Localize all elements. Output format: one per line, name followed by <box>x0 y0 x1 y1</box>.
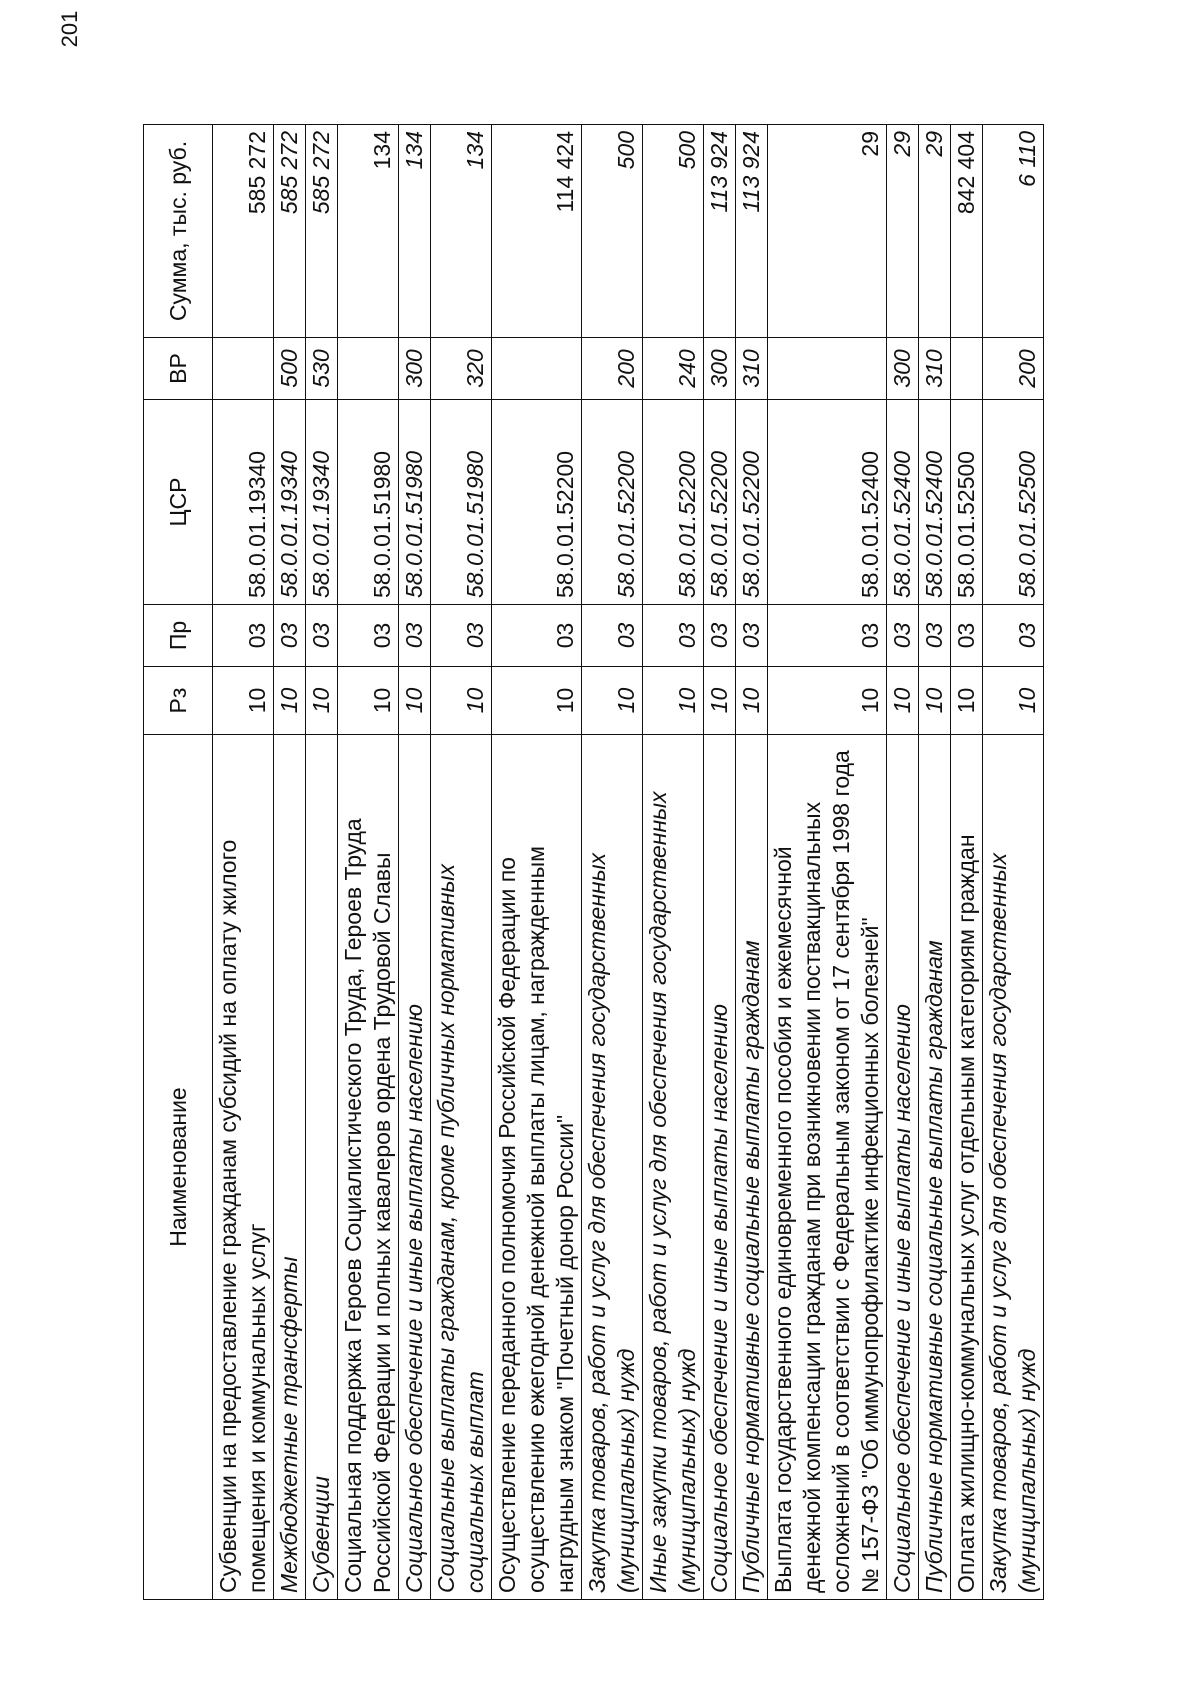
row-name: Публичные нормативные социальные выплаты гражданам <box>919 735 951 1600</box>
row-sum: 500 <box>643 125 704 338</box>
row-name: Иные закупки товаров, работ и услуг для обеспечения государственных (муниципальных) нужд <box>643 735 704 1600</box>
row-csr: 58.0.01.19340 <box>274 400 306 605</box>
header-csr: ЦСР <box>144 400 213 605</box>
row-csr: 58.0.01.52200 <box>736 400 768 605</box>
row-vr <box>492 338 582 400</box>
row-vr: 300 <box>704 338 736 400</box>
table-row <box>951 125 983 1600</box>
header-name: Наименование <box>144 735 213 1600</box>
row-sum: 134 <box>431 125 492 338</box>
row-csr: 58.0.01.19340 <box>306 400 338 605</box>
table-row <box>274 125 306 1600</box>
table-row <box>736 125 768 1600</box>
row-csr: 58.0.01.52400 <box>887 400 919 605</box>
budget-table <box>143 124 1044 1600</box>
row-csr: 58.0.01.19340 <box>213 400 274 605</box>
row-vr: 530 <box>306 338 338 400</box>
table-header-row <box>144 125 213 1600</box>
row-rz: 10 <box>983 667 1044 735</box>
row-rz: 10 <box>704 667 736 735</box>
row-csr: 58.0.01.52200 <box>492 400 582 605</box>
row-rz: 10 <box>919 667 951 735</box>
row-sum: 6 110 <box>983 125 1044 338</box>
row-vr: 200 <box>582 338 643 400</box>
row-vr: 300 <box>887 338 919 400</box>
row-pr: 03 <box>704 605 736 667</box>
row-sum: 113 924 <box>704 125 736 338</box>
table-row <box>399 125 431 1600</box>
row-rz: 10 <box>399 667 431 735</box>
row-name: Закупка товаров, работ и услуг для обеспечения государственных (муниципальных) нужд <box>582 735 643 1600</box>
row-vr: 310 <box>919 338 951 400</box>
header-rz: Рз <box>144 667 213 735</box>
row-csr: 58.0.01.51980 <box>399 400 431 605</box>
row-pr: 03 <box>338 605 399 667</box>
table-row <box>492 125 582 1600</box>
row-name: Осуществление переданного полномочия Российской Федерации по осуществлению ежегодной денежной выплаты лицам, награжденным нагрудным знаком "Почетный донор России" <box>492 735 582 1600</box>
row-csr: 58.0.01.52400 <box>919 400 951 605</box>
row-csr: 58.0.01.52200 <box>643 400 704 605</box>
table-row <box>338 125 399 1600</box>
row-name: Социальные выплаты гражданам, кроме публичных нормативных социальных выплат <box>431 735 492 1600</box>
table-row <box>431 125 492 1600</box>
table-row <box>704 125 736 1600</box>
table-row <box>768 125 887 1600</box>
table-body <box>213 125 1044 1600</box>
row-vr <box>951 338 983 400</box>
row-sum: 585 272 <box>274 125 306 338</box>
row-vr: 300 <box>399 338 431 400</box>
row-vr: 200 <box>983 338 1044 400</box>
table-row <box>983 125 1044 1600</box>
row-rz: 10 <box>887 667 919 735</box>
row-pr: 03 <box>951 605 983 667</box>
row-vr: 320 <box>431 338 492 400</box>
row-csr: 58.0.01.52500 <box>983 400 1044 605</box>
row-vr <box>338 338 399 400</box>
row-sum: 134 <box>399 125 431 338</box>
row-csr: 58.0.01.51980 <box>338 400 399 605</box>
row-csr: 58.0.01.51980 <box>431 400 492 605</box>
row-vr <box>768 338 887 400</box>
row-pr: 03 <box>274 605 306 667</box>
row-pr: 03 <box>431 605 492 667</box>
rotated-table-container <box>143 125 1063 1600</box>
row-csr: 58.0.01.52200 <box>582 400 643 605</box>
row-rz: 10 <box>768 667 887 735</box>
row-csr: 58.0.01.52200 <box>704 400 736 605</box>
row-sum: 29 <box>768 125 887 338</box>
table-row <box>887 125 919 1600</box>
row-rz: 10 <box>213 667 274 735</box>
table-row <box>213 125 274 1600</box>
row-rz: 10 <box>306 667 338 735</box>
header-pr: Пр <box>144 605 213 667</box>
row-name: Межбюджетные трансферты <box>274 735 306 1600</box>
table-row <box>643 125 704 1600</box>
row-pr: 03 <box>643 605 704 667</box>
row-pr: 03 <box>983 605 1044 667</box>
row-name: Оплата жилищно-коммунальных услуг отдельным категориям граждан <box>951 735 983 1600</box>
row-pr: 03 <box>887 605 919 667</box>
row-rz: 10 <box>431 667 492 735</box>
row-pr: 03 <box>919 605 951 667</box>
row-sum: 585 272 <box>306 125 338 338</box>
table-row <box>919 125 951 1600</box>
row-name: Закупка товаров, работ и услуг для обеспечения государственных (муниципальных) нужд <box>983 735 1044 1600</box>
row-pr: 03 <box>399 605 431 667</box>
header-sum: Сумма, тыс. руб. <box>144 125 213 338</box>
row-pr: 03 <box>768 605 887 667</box>
row-rz: 10 <box>736 667 768 735</box>
row-rz: 10 <box>643 667 704 735</box>
table-row <box>306 125 338 1600</box>
row-name: Социальное обеспечение и иные выплаты населению <box>399 735 431 1600</box>
row-pr: 03 <box>736 605 768 667</box>
row-rz: 10 <box>338 667 399 735</box>
row-pr: 03 <box>306 605 338 667</box>
row-sum: 29 <box>919 125 951 338</box>
row-sum: 842 404 <box>951 125 983 338</box>
row-name: Социальное обеспечение и иные выплаты населению <box>704 735 736 1600</box>
row-pr: 03 <box>582 605 643 667</box>
row-sum: 113 924 <box>736 125 768 338</box>
page-number: 201 <box>57 10 82 48</box>
row-vr: 240 <box>643 338 704 400</box>
row-rz: 10 <box>274 667 306 735</box>
row-csr: 58.0.01.52500 <box>951 400 983 605</box>
table-row <box>582 125 643 1600</box>
row-vr: 500 <box>274 338 306 400</box>
row-sum: 500 <box>582 125 643 338</box>
row-pr: 03 <box>213 605 274 667</box>
row-sum: 29 <box>887 125 919 338</box>
row-name: Социальное обеспечение и иные выплаты населению <box>887 735 919 1600</box>
row-vr <box>213 338 274 400</box>
row-vr: 310 <box>736 338 768 400</box>
header-vr: ВР <box>144 338 213 400</box>
row-csr: 58.0.01.52400 <box>768 400 887 605</box>
row-rz: 10 <box>951 667 983 735</box>
row-name: Выплата государственного единовременного пособия и ежемесячной денежной компенсации гражданам при возникновении поствакцинальных осложнений в соответствии с Федеральным законом от 17 сентября 1998 года № 157-ФЗ "Об иммунопрофилактике инфекционных болезней" <box>768 735 887 1600</box>
row-sum: 585 272 <box>213 125 274 338</box>
row-pr: 03 <box>492 605 582 667</box>
row-name: Субвенции на предоставление гражданам субсидий на оплату жилого помещения и коммунальных услуг <box>213 735 274 1600</box>
row-sum: 134 <box>338 125 399 338</box>
row-rz: 10 <box>492 667 582 735</box>
row-name: Субвенции <box>306 735 338 1600</box>
row-sum: 114 424 <box>492 125 582 338</box>
row-rz: 10 <box>582 667 643 735</box>
row-name: Социальная поддержка Героев Социалистического Труда, Героев Труда Российской Федерации и полных кавалеров ордена Трудовой Славы <box>338 735 399 1600</box>
row-name: Публичные нормативные социальные выплаты гражданам <box>736 735 768 1600</box>
